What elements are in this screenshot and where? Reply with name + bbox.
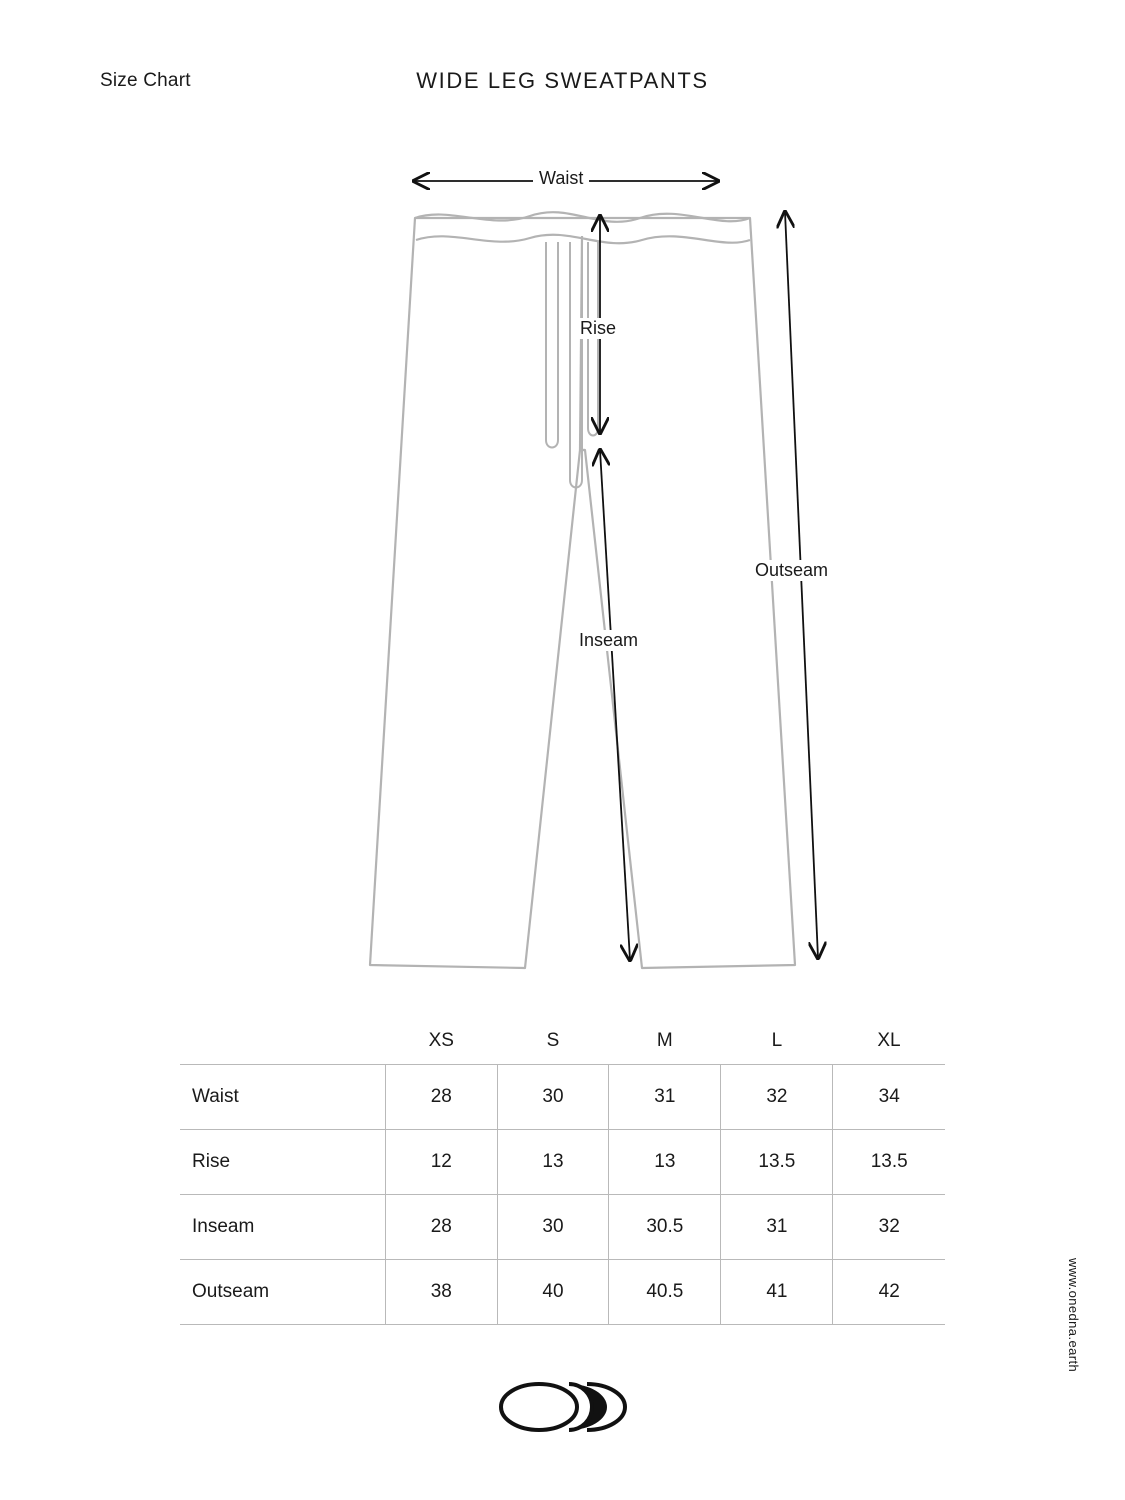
cell-outseam-m: 40.5: [609, 1260, 721, 1325]
column-header-l: L: [771, 1030, 783, 1051]
row-label-outseam: Outseam: [180, 1260, 385, 1325]
inseam-label: Inseam: [573, 630, 644, 651]
table-row: [180, 1065, 945, 1130]
column-header-xs: XS: [428, 1030, 454, 1051]
cell-inseam-s: 30: [497, 1195, 609, 1260]
cell-rise-s: 13: [497, 1130, 609, 1195]
cell-outseam-s: 40: [497, 1260, 609, 1325]
column-header-s: S: [546, 1030, 560, 1051]
cell-inseam-xl: 32: [833, 1195, 945, 1260]
cell-waist-s: 30: [497, 1065, 609, 1130]
rise-label: Rise: [574, 318, 622, 339]
cell-inseam-xs: 28: [385, 1195, 497, 1260]
cell-inseam-m: 30.5: [609, 1195, 721, 1260]
table-row: [180, 1130, 945, 1195]
cell-inseam-l: 31: [721, 1195, 833, 1260]
column-header-xl: XL: [877, 1030, 901, 1051]
cell-waist-xs: 28: [385, 1065, 497, 1130]
row-label-inseam: Inseam: [180, 1195, 385, 1260]
cell-outseam-l: 41: [721, 1260, 833, 1325]
table-row: [180, 1195, 945, 1260]
table-row: [180, 1260, 945, 1325]
cell-outseam-xl: 42: [833, 1260, 945, 1325]
cell-waist-l: 32: [721, 1065, 833, 1130]
cell-rise-xs: 12: [385, 1130, 497, 1195]
cell-waist-m: 31: [609, 1065, 721, 1130]
page-subtitle: Size Chart: [100, 70, 191, 91]
row-label-rise: Rise: [180, 1130, 385, 1195]
onedna-logo-icon: [483, 1376, 643, 1438]
page-title: WIDE LEG SWEATPANTS: [416, 68, 709, 93]
brand-logo: [0, 1376, 1125, 1438]
cell-rise-m: 13: [609, 1130, 721, 1195]
outseam-label: Outseam: [749, 560, 834, 581]
table-corner-cell: [180, 1018, 385, 1065]
cell-outseam-xs: 38: [385, 1260, 497, 1325]
cell-rise-l: 13.5: [721, 1130, 833, 1195]
table-header-row: [180, 1018, 945, 1065]
cell-waist-xl: 34: [833, 1065, 945, 1130]
row-label-waist: Waist: [180, 1065, 385, 1130]
cell-rise-xl: 13.5: [833, 1130, 945, 1195]
column-header-m: M: [656, 1030, 673, 1051]
waist-label: Waist: [533, 168, 589, 189]
website-url: www.onedna.earth: [1066, 1257, 1081, 1372]
measurements-table: [180, 1018, 945, 1325]
